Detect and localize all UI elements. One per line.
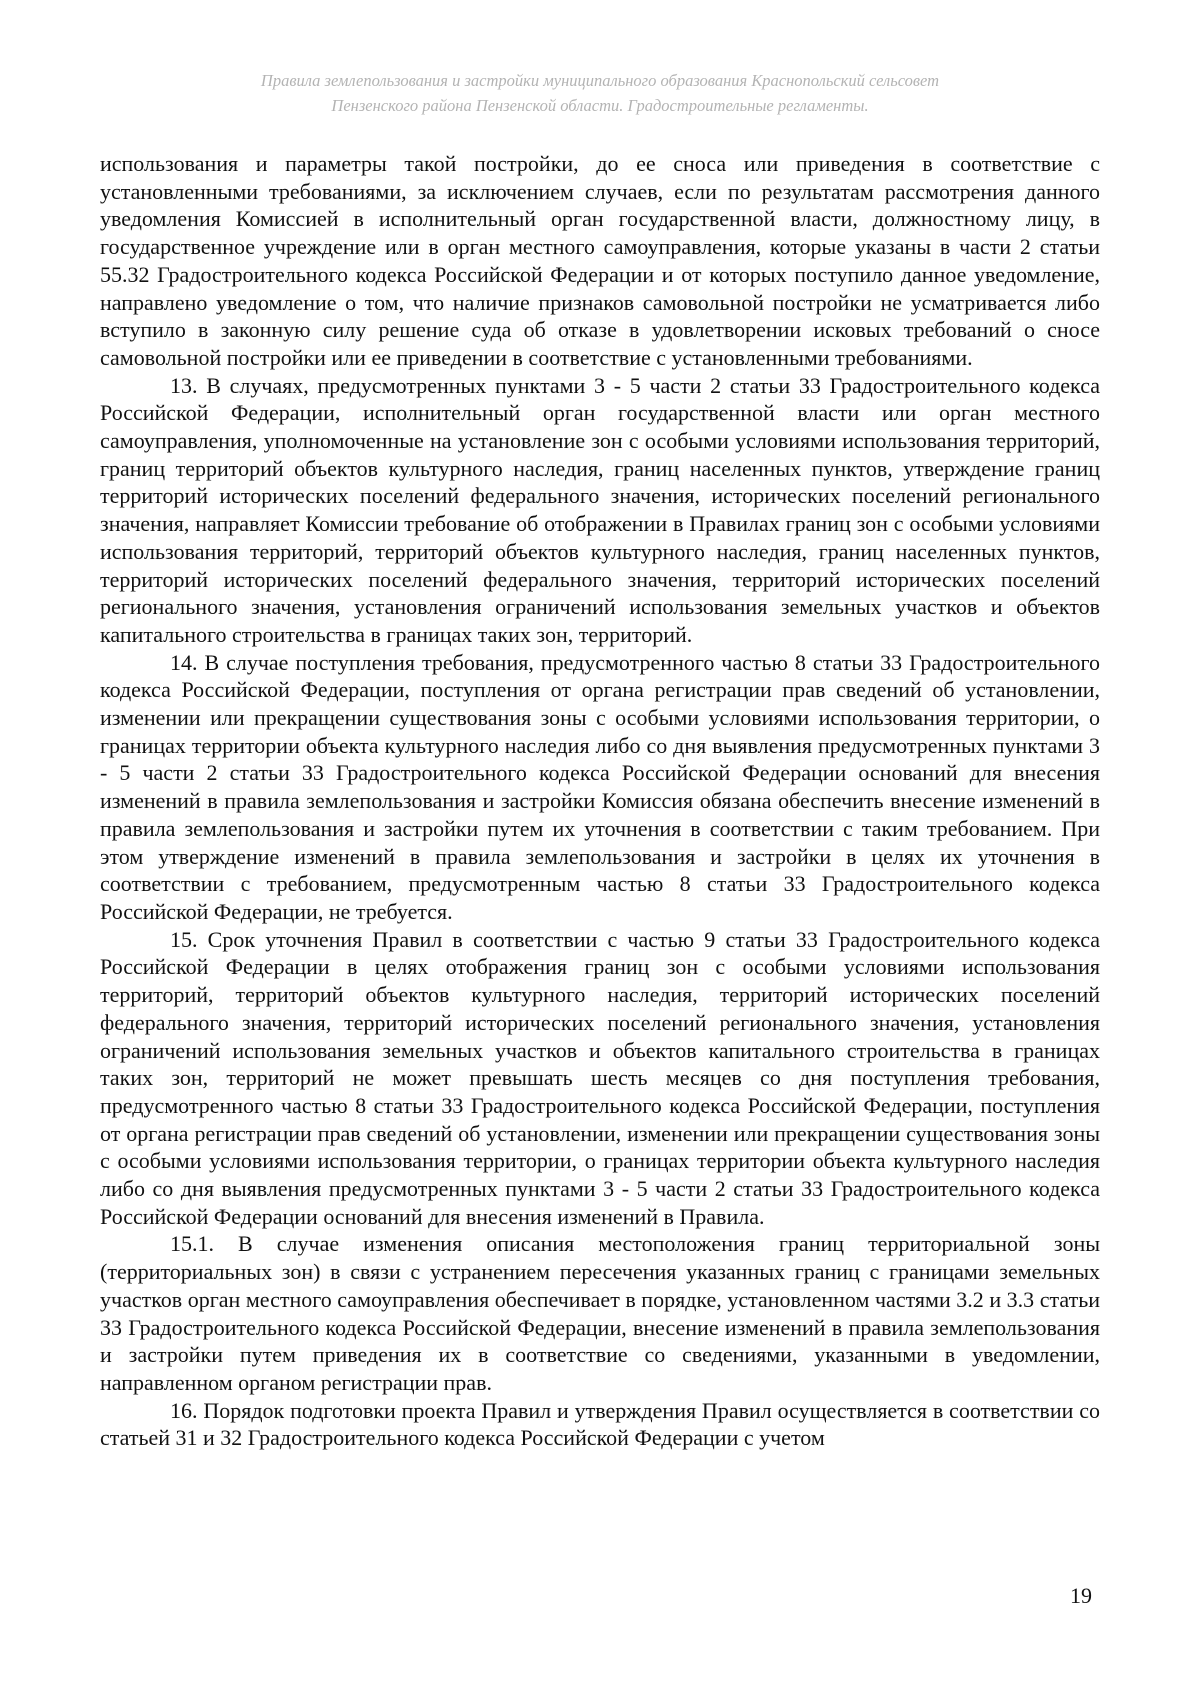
running-header-line-1: Правила землепользования и застройки муниципального образования Краснопольский сельсовет: [260, 71, 940, 90]
page-number: 19: [1070, 1583, 1092, 1608]
paragraph-13: 13. В случаях, предусмотренных пунктами 3 - 5 части 2 статьи 33 Градостроительного кодекса Российской Федерации, исполнительный орган государственной власти или орган местного самоуправления, уполномоченные на установление зон с особыми условиями использования территорий, границ территорий объектов культурного наследия, границ населенных пунктов, утверждение границ территорий исторических поселений федерального значения, исторических поселений регионального значения, направляет Комиссии требование об отображении в Правилах границ зон с особыми условиями использования территорий, территорий объектов культурного наследия, границ населенных пунктов, территорий исторических поселений федерального значения, территорий исторических поселений регионального значения, установления ограничений использования земельных участков и объектов капитального строительства в границах таких зон, территорий.: [100, 372, 1100, 647]
body-text: [100, 150, 1100, 1452]
running-header: [100, 68, 1100, 118]
running-header-line-2: Пензенского района Пензенской области. Градостроительные регламенты.: [331, 96, 869, 115]
paragraph-14: 14. В случае поступления требования, предусмотренного частью 8 статьи 33 Градостроительного кодекса Российской Федерации, поступления от органа регистрации прав сведений об установлении, изменении или прекращении существования зоны с особыми условиями использования территории, о границах территории объекта культурного наследия либо со дня выявления предусмотренных пунктами 3 - 5 части 2 статьи 33 Градостроительного кодекса Российской Федерации оснований для внесения изменений в правила землепользования и застройки Комиссия обязана обеспечить внесение изменений в правила землепользования и застройки путем их уточнения в соответствии с таким требованием. При этом утверждение изменений в правила землепользования и застройки в целях их уточнения в соответствии с требованием, предусмотренным частью 8 статьи 33 Градостроительного кодекса Российской Федерации, не требуется.: [100, 649, 1100, 924]
paragraph-16: 16. Порядок подготовки проекта Правил и утверждения Правил осуществляется в соответствии со статьей 31 и 32 Градостроительного кодекса Российской Федерации с учетом: [100, 1397, 1100, 1451]
paragraph-continuation: использования и параметры такой постройки, до ее сноса или приведения в соответствие с установленными требованиями, за исключением случаев, если по результатам рассмотрения данного уведомления Комиссией в исполнительный орган государственной власти, должностному лицу, в государственное учреждение или в орган местного самоуправления, которые указаны в части 2 статьи 55.32 Градостроительного кодекса Российской Федерации и от которых поступило данное уведомление, направлено уведомление о том, что наличие признаков самовольной постройки не усматривается либо вступило в законную силу решение суда об отказе в удовлетворении исковых требований о сносе самовольной постройки или ее приведении в соответствие с установленными требованиями.: [100, 151, 1100, 370]
paragraph-15: 15. Срок уточнения Правил в соответствии с частью 9 статьи 33 Градостроительного кодекса Российской Федерации в целях отображения границ зон с особыми условиями использования территорий, территорий объектов культурного наследия, территорий исторических поселений федерального значения, территорий исторических поселений регионального значения, установления ограничений использования земельных участков и объектов капитального строительства в границах таких зон, территорий не может превышать шесть месяцев со дня поступления требования, предусмотренного частью 8 статьи 33 Градостроительного кодекса Российской Федерации, поступления от органа регистрации прав сведений об установлении, изменении или прекращении существования зоны с особыми условиями использования территории, о границах территории объекта культурного наследия либо со дня выявления предусмотренных пунктами 3 - 5 части 2 статьи 33 Градостроительного кодекса Российской Федерации оснований для внесения изменений в Правила.: [100, 926, 1100, 1229]
paragraph-15-1: 15.1. В случае изменения описания местоположения границ территориальной зоны (территориальных зон) в связи с устранением пересечения указанных границ с границами земельных участков орган местного самоуправления обеспечивает в порядке, установленном частями 3.2 и 3.3 статьи 33 Градостроительного кодекса Российской Федерации, внесение изменений в правила землепользования и застройки путем приведения их в соответствие со сведениями, указанными в уведомлении, направленном органом регистрации прав.: [100, 1231, 1100, 1395]
